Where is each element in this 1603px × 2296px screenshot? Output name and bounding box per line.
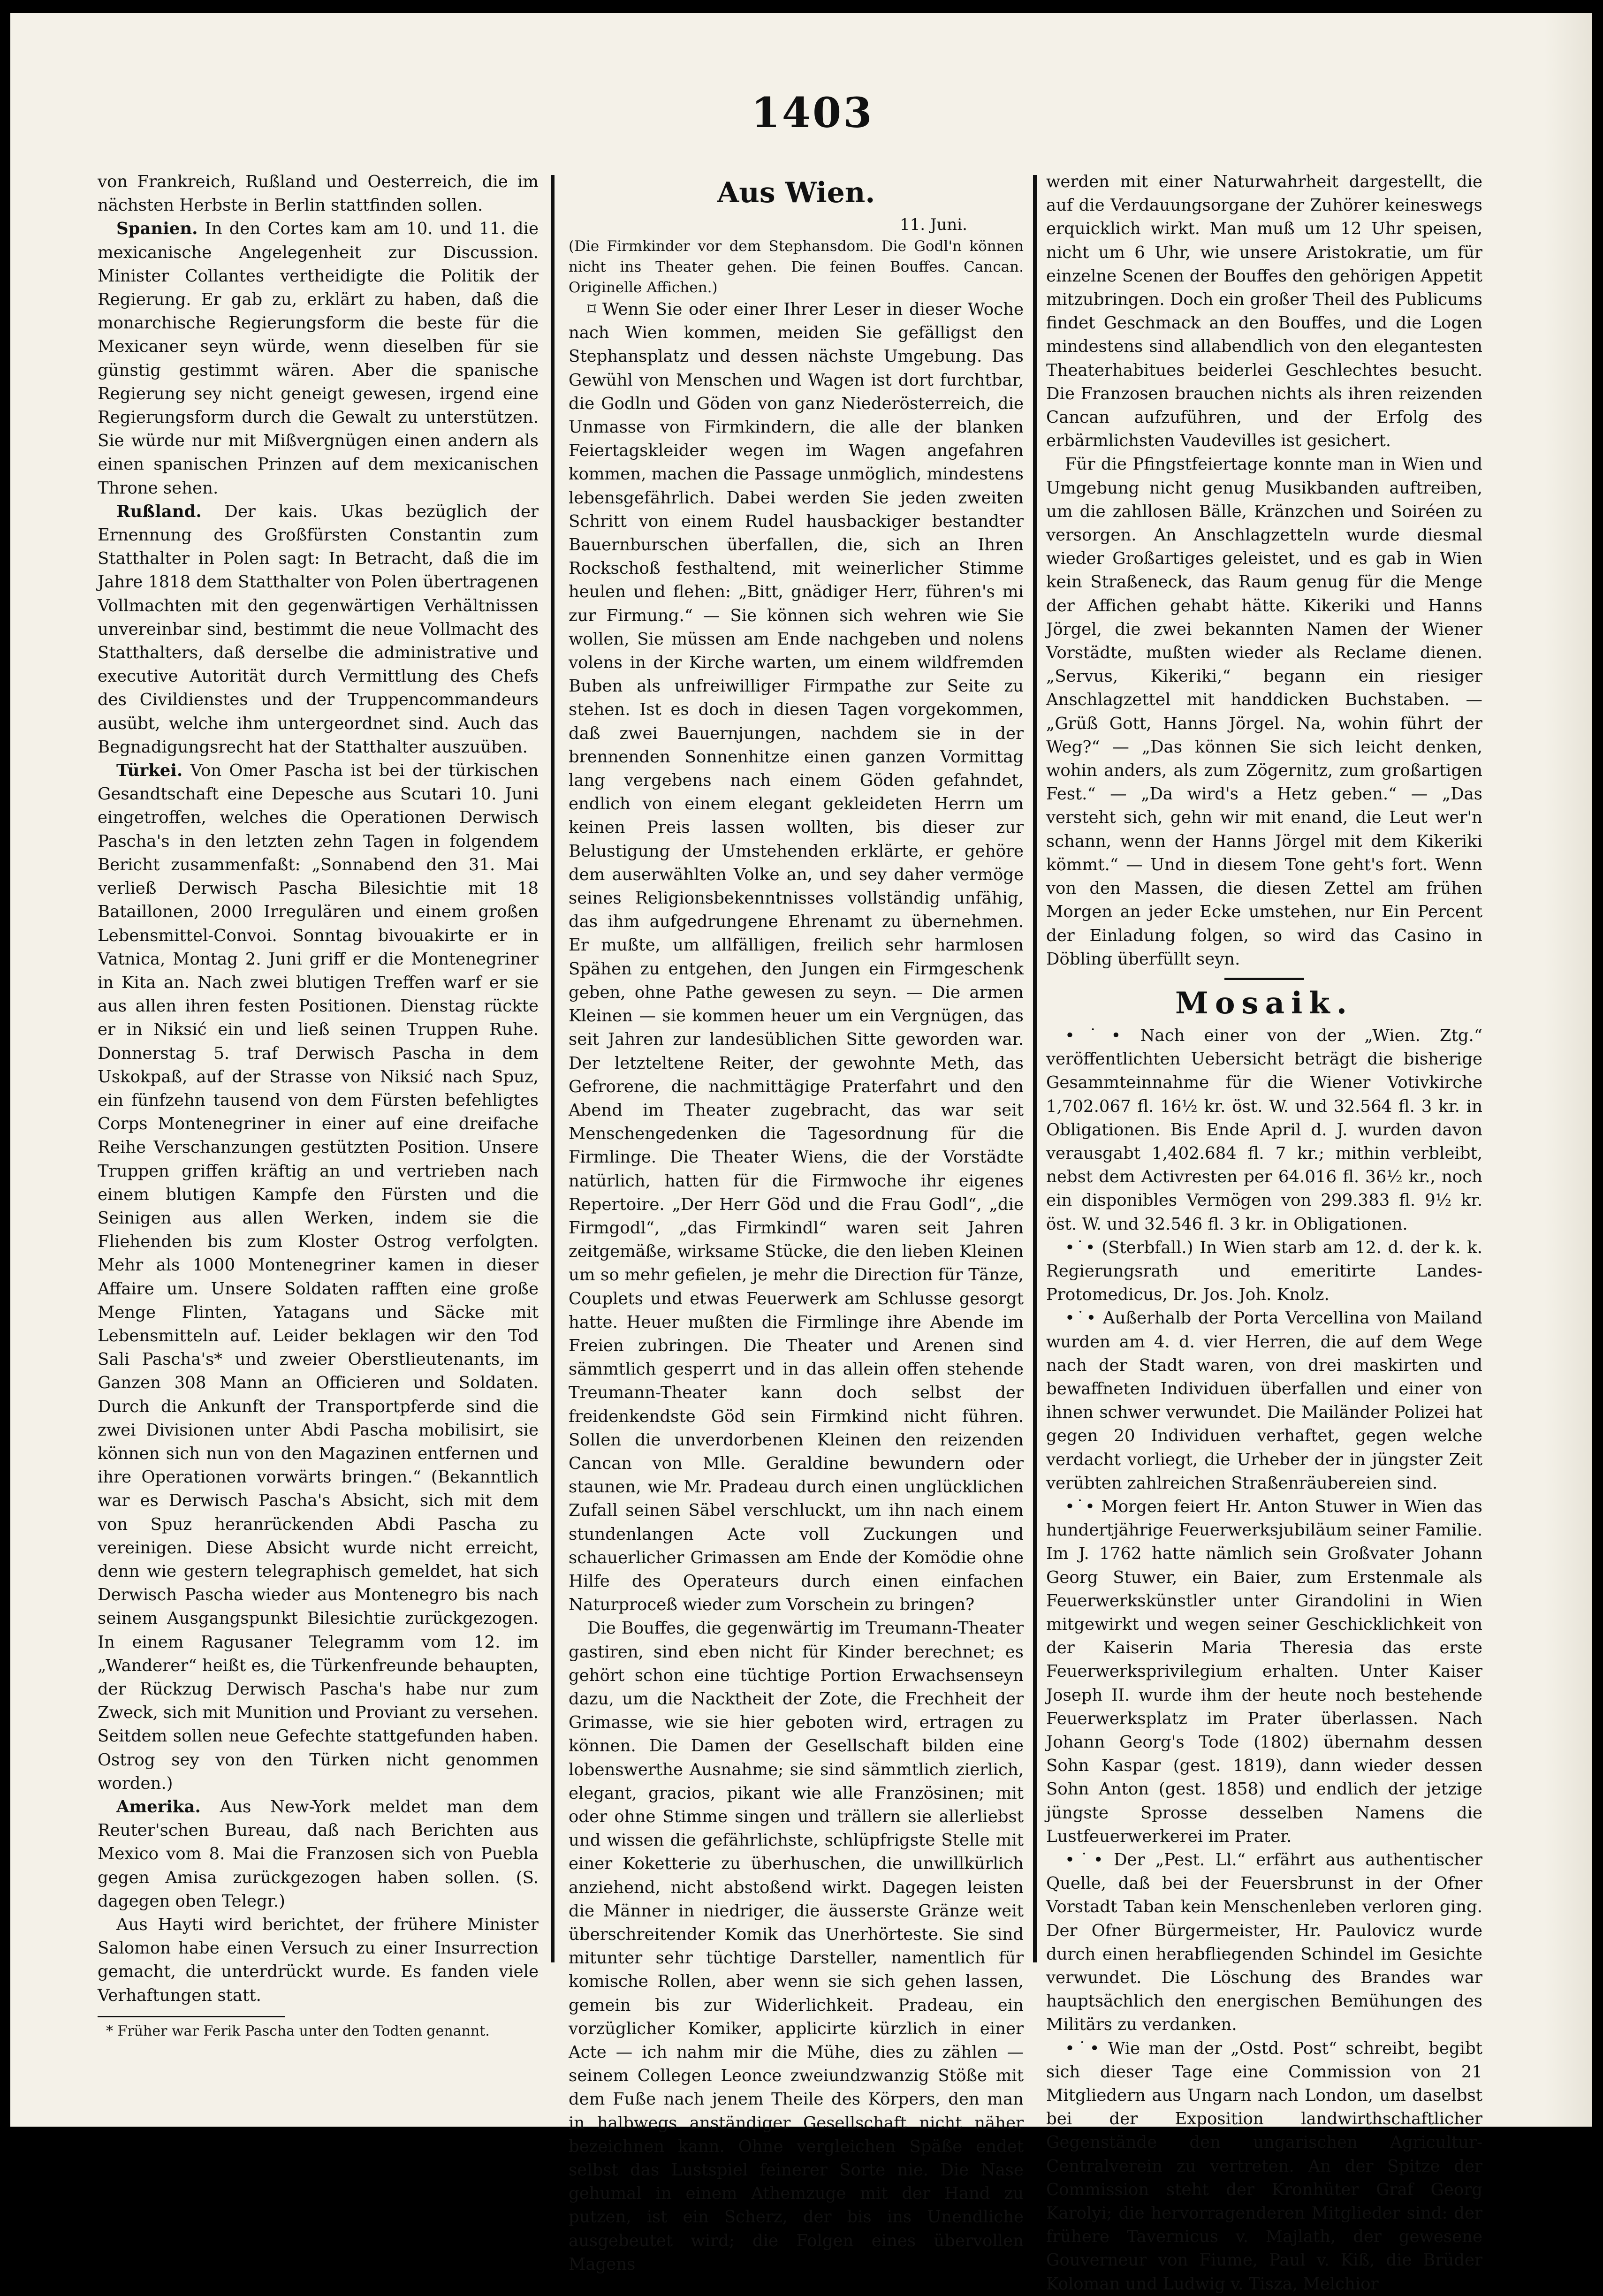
column-middle <box>569 170 1024 2276</box>
column-rule-left <box>551 175 555 1962</box>
footnote: * Früher war Ferik Pascha unter den Todten genannt. <box>106 2022 490 2039</box>
footnote-rule <box>98 2016 285 2017</box>
mosaik-item: •˙• Morgen feiert Hr. Anton Stuwer in Wien das hundertjährige Feuerwerksjubiläum seiner Familie. Im J. 1762 hatte nämlich sein Großvater Johann Georg Stuwer, ein Baier, zum Erstenmale als Feuerwerkskünstler unter Girandolini in Wien mitgewirkt und wegen seiner Geschicklichkeit von der Kaiserin Maria Theresia das erste Feuerwerksprivilegium erhalten. Unter Kaiser Joseph II. wurde ihm der heute noch bestehende Feuerwerksplatz im Prater überlassen. Nach Johann Georg's Tode (1802) übernahm dessen Sohn Kaspar (gest. 1819), dann wieder dessen Sohn Anton (gest. 1858) und endlich der jetzige jüngste Sprosse desselben Namens die Lustfeuerwerkerei im Prater. <box>1046 1497 1482 1846</box>
paragraph-continuation: werden mit einer Naturwahrheit dargestellt, die auf die Verdauungsorgane der Zuhörer keineswegs erquicklich wirkt. Man muß um 12 Uhr speisen, nicht um 6 Uhr, wie unsere Aristokratie, um für einzelne Scenen der Bouffes den gehörigen Appetit mitzubringen. Doch ein großer Theil des Publicums findet Geschmack an den Bouffes, und die Logen mindestens sind allabendlich von den elegantesten Theaterhabitues beiderlei Geschlechtes besucht. Die Franzosen brauchen nichts als ihren reizenden Cancan aufzuführen, und der Erfolg des erbärmlichsten Vaudevilles ist gesichert. <box>1046 172 1482 451</box>
paragraph-text: Von Omer Pascha ist bei der türkischen Gesandtschaft eine Depesche aus Scutari 10. Juni eingetroffen, welches die Operationen Derwisch Pascha's in den letzten zehn Tagen in folgendem Bericht zusammenfaßt: „Sonnabend den 31. Mai verließ Derwisch Pascha Bilesichtie mit 18 Bataillonen, 2000 Irregulären und einem großen Lebensmittel-Convoi. Sonntag bivouakirte er in Vatnica, Montag 2. Juni griff er die Montenegriner in Kita an. Nach zwei blutigen Treffen warf er sie aus allen ihren festen Positionen. Dienstag rückte er in Niksić ein und ließ seinen Truppen Ruhe. Donnerstag 5. traf Derwisch Pascha in dem Uskokpaß, auf der Strasse von Niksić nach Spuz, ein fünfzehn tausend von dem Fürsten befehligtes Corps Montenegriner in einer auf eine dreifache Reihe Verschanzungen gestützten Position. Unsere Truppen griffen kräftig an und vertrieben nach einem blutigen Kampfe den Fürsten und die Seinigen aus allen Werken, indem sie die Fliehenden bis zum Kloster Ostrog verfolgten. Mehr als 1000 Montenegriner kamen in dieser Affaire um. Unsere Soldaten rafften eine große Menge Flinten, Yatagans und Säcke mit Lebensmitteln auf. Leider beklagen wir den Tod Sali Pascha's* und zweier Oberstlieutenants, im Ganzen 308 Mann an Officieren und Soldaten. Durch die Ankunft der Transportpferde sind die zwei Divisionen unter Abdi Pascha mobilisirt, sie können sich nun von den Magazinen entfernen und ihre Operationen vorwärts bringen.“ (Bekanntlich war es Derwisch Pascha's Absicht, sich mit dem von Spuz heranrückenden Abdi Pascha zu vereinigen. Diese Absicht wurde nicht erreicht, denn wie gestern telegraphisch gemeldet, hat sich Derwisch Pascha wieder aus Montenegro bis nach seinem Ausgangspunkt Bilesichtie zurückgezogen. In einem Ragusaner Telegramm vom 12. im „Wanderer“ heißt es, die Türkenfreunde behaupten, der Rückzug Derwisch Pascha's habe nur zum Zweck, sich mit Munition und Proviant zu versehen. Seitdem sollen neue Gefechte stattgefunden haben. Ostrog sey von den Türken nicht genommen worden.) <box>98 761 539 1793</box>
section-rule <box>1224 978 1304 980</box>
section-lead-spanien: Spanien. <box>116 219 198 239</box>
column-rule-right <box>1033 175 1037 1962</box>
section-lead-amerika: Amerika. <box>116 1797 201 1817</box>
column-right <box>1046 170 1482 2296</box>
paragraph-spanien <box>98 217 539 500</box>
paragraph-text: Aus New-York meldet man dem Reuter'schen Bureau, daß nach Berichten aus Mexico vom 8. Mai die Franzosen sich von Puebla gegen Amisa zurückgezogen haben sollen. (S. dagegen oben Telegr.) <box>98 1797 539 1911</box>
paragraph-hayti: Aus Hayti wird berichtet, der frühere Minister Salomon habe einen Versuch zu einer Insurrection gemacht, die unterdrückt wurde. Es fanden viele Verhaftungen statt. <box>98 1915 539 2005</box>
mosaik-item: •˙• (Sterbfall.) In Wien starb am 12. d. der k. k. Regierungsrath und emeritirte Landes-Protomedicus, Dr. Jos. Joh. Knolz. <box>1046 1238 1482 1305</box>
column-left <box>98 170 539 2042</box>
paragraph-text: Der kais. Ukas bezüglich der Ernennung des Großfürsten Constantin zum Statthalter in Polen sagt: In Betracht, daß die im Jahre 1818 dem Statthalter von Polen übertragenen Vollmachten mit den gegenwärtigen Verhältnissen unvereinbar sind, bestimmt die neue Vollmacht des Statthalters, daß derselbe die administrative und executive Autorität durch Vermittlung des Chefs des Civildienstes und der Truppencommandeurs ausübt, welche ihm untergeordnet sind. Auch das Begnadigungsrecht hat der Statthalter auszuüben. <box>98 502 539 757</box>
paragraph: Die Bouffes, die gegenwärtig im Treumann-Theater gastiren, sind eben nicht für Kinder berechnet; es gehört schon eine tüchtige Portion Erwachsenseyn dazu, um die Nacktheit der Zote, die Frechheit der Grimasse, wie sie hier geboten wird, ertragen zu können. Die Damen der Gesellschaft bilden eine lobenswerthe Ausnahme; sie sind sämmtlich zierlich, elegant, gracios, pikant wie alle Französinen; mit oder ohne Stimme singen und trällern sie allerliebst und wissen die gefährlichste, schlüpfrigste Stelle mit einer Koketterie zu überhuschen, die unwillkürlich anziehend, nicht abstoßend wirkt. Dagegen leisten die Männer in niedriger, die äusserste Gränze weit überschreitender Komik das Unerhörteste. Sie sind mitunter sehr tüchtige Darsteller, namentlich für komische Rollen, aber wenn sie sich gehen lassen, gemein bis zur Widerlichkeit. Pradeau, ein vorzüglicher Komiker, applicirte kürzlich in einer Acte — ich nahm mir die Mühe, dies zu zählen — seinem Collegen Leonce zweiundzwanzig Stöße mit dem Fuße nach jenem Theile des Körpers, den man in halbwegs anständiger Gesellschaft nicht näher bezeichnen kann. Ohne vergleichen Späße endet selbst das Lustspiel feinerer Sorte nie. Die Nase gehumal in einem Athemzuge mit der Hand zu putzen, ist ein Scherz, der bis ins Unendliche ausgebeutet wird; die Folgen eines übervollen Magens <box>569 1619 1024 2274</box>
mosaik-item: •˙• Der „Pest. Ll.“ erfährt aus authentischer Quelle, daß bei der Feuersbrunst in der Ofner Vorstadt Taban kein Menschenleben verloren ging. Der Ofner Bürgermeister, Hr. Paulovicz wurde durch einen herabfliegenden Schindel im Gesichte verwundet. Die Löschung des Brandes war hauptsächlich den energischen Bemühungen des Militärs zu verdanken. <box>1046 1850 1482 2035</box>
paragraph: Für die Pfingstfeiertage konnte man in Wien und Umgebung nicht genug Musikbanden auftreiben, um die zahllosen Bälle, Kränzchen und Soiréen zu versorgen. An Anschlagzetteln wurde diesmal wieder Großartiges geleistet, und es gab in Wien kein Straßeneck, das Raum genug für die Menge der Affichen gehabt hätte. Kikeriki und Hanns Jörgel, die zwei bekannten Namen der Wiener Vorstädte, mußten wieder als Reclame dienen. „Servus, Kikeriki,“ begann ein riesiger Anschlagzettel mit handdicken Buchstaben. — „Grüß Gott, Hanns Jörgel. Na, wohin führt der Weg?“ — „Das können Sie sich leicht denken, wohin anders, als zum Zögernitz, zum großartigen Fest.“ — „Da wird's a Hetz geben.“ — „Das versteht sich, gehn wir mit enand, die Leut wer'n schann, wenn der Hanns Jörgel mit dem Kikeriki kömmt.“ — Und in diesem Tone geht's fort. Wenn von den Massen, die diesen Zettel am frühen Morgen an jeder Ecke umstehen, nur Ein Percent der Einladung folgen, so wird das Casino in Döbling überfüllt seyn. <box>1046 455 1482 969</box>
section-lead-russland: Rußland. <box>116 502 202 521</box>
article-subtitle: (Die Firmkinder vor dem Stephansdom. Die Godl'n können nicht ins Theater gehen. Die feinen Bouffes. Cancan. Originelle Affichen.) <box>569 238 1024 296</box>
heading-mosaik: Mosaik. <box>1175 985 1353 1021</box>
mosaik-item: •˙• Nach einer von der „Wien. Ztg.“ veröffentlichten Uebersicht beträgt die bisherige Gesammteinnahme für die Wiener Votivkirche 1,702.067 fl. 16½ kr. öst. W. und 32.564 fl. 3 kr. in Obligationen. Bis Ende April d. J. wurden davon verausgabt 1,402.684 fl. 7 kr.; mithin verbleibt, nebst dem Activresten per 64.016 fl. 36½ kr., noch ein disponibles Vermögen von 299.383 fl. 9½ kr. öst. W. und 32.546 fl. 3 kr. in Obligationen. <box>1046 1026 1482 1234</box>
newspaper-page <box>10 13 1592 2294</box>
paragraph: ⌑ Wenn Sie oder einer Ihrer Leser in dieser Woche nach Wien kommen, meiden Sie gefälligst den Stephansplatz und dessen nächste Umgebung. Das Gewühl von Menschen und Wagen ist dort furchtbar, die Godln und Göden von ganz Niederösterreich, die Unmasse von Firmkindern, die alle der blanken Feiertagskleider wegen im Wagen angefahren kommen, machen die Passage unmöglich, mindestens lebensgefährlich. Dabei werden Sie jeden zweiten Schritt von einem Rudel hausbackiger bestandter Bauernburschen überfallen, die, sich an Ihren Rockschoß festhaltend, mit weinerlicher Stimme heulen und flehen: „Bitt, gnädiger Herr, führen's mi zur Firmung.“ — Sie können sich wehren wie Sie wollen, Sie müssen am Ende nachgeben und nolens volens in der Kirche warten, um einem wildfremden Buben als unfreiwilliger Firmpathe zur Seite zu stehen. Ist es doch in diesen Tagen vorgekommen, daß zwei Bauernjungen, nachdem sie in der brennenden Sonnenhitze einen ganzen Vormittag lang vergebens nach einem Göden gefahndet, endlich von einem elegant gekleideten Herrn um keinen Preis lassen wollten, bis dieser zur Belustigung der Umstehenden erklärte, er gehöre dem auserwählten Volke an, und sey daher vermöge seines Religionsbekenntnisses vollständig unfähig, das ihm aufgedrungene Ehrenamt zu übernehmen. Er mußte, um allfälligen, freilich sehr harmlosen Spähen zu entgehen, den Jungen ein Firmgeschenk geben, ohne Pathe gewesen zu seyn. — Die armen Kleinen — sie kommen heuer um ein Vergnügen, das seit Jahren zur landesüblichen Sitte geworden war. Der letzteltene Reiter, der gewohnte Meth, das Gefrorene, die nachmittägige Praterfahrt und den Abend im Theater zugebracht, das war seit Menschengedenken die Tagesordnung für die Firmlinge. Die Theater Wiens, die der Vorstädte natürlich, hatten für die Firmwoche ihr eigenes Repertoire. „Der Herr Göd und die Frau Godl“, „die Firmgodl“, „das Firmkindl“ waren seit Jahren zeitgemäße, wirksame Stücke, die den lieben Kleinen um so mehr gefielen, je mehr die Direction für Tänze, Couplets und etwas Feuerwerk am Schlusse gesorgt hatte. Heuer mußten die Firmlinge ihre Abende im Freien zubringen. Die Theater und Arenen sind sämmtlich gesperrt und in das allein offen stehende Treumann-Theater kann doch selbst der freidenkendste Göd sein Firmkind nicht führen. Sollen die unverdorbenen Kleinen den reizenden Cancan von Mlle. Geraldine bewundern oder staunen, wie Mr. Pradeau durch einen unglücklichen Zufall seinen Säbel verschluckt, um ihn nach einem stundenlangen Acte voll Zuckungen und schauerlicher Grimassen am Ende der Komödie ohne Hilfe des Operateurs durch einen einfachen Naturproceß wieder zum Vorschein zu bringen? <box>569 300 1024 1615</box>
page-edge-shadow <box>1544 13 1592 2127</box>
heading-aus-wien: Aus Wien. <box>717 176 875 209</box>
section-lead-tuerkei: Türkei. <box>116 761 183 781</box>
paragraph-tuerkei <box>98 759 539 1795</box>
page-number: 1403 <box>751 88 874 137</box>
paragraph-amerika <box>98 1795 539 1913</box>
mosaik-item: •˙• Außerhalb der Porta Vercellina von Mailand wurden am 4. d. vier Herren, die auf dem Wege nach der Stadt waren, von drei maskirten und bewaffneten Individuen überfallen und einer von ihnen schwer verwundet. Die Mailänder Polizei hat gegen 20 Individuen verhaftet, gegen welche verdacht vorliegt, die Urheber der in jüngster Zeit verübten zahlreichen Straßenräubereien sind. <box>1046 1308 1482 1493</box>
mosaik-item: •˙• Wie man der „Ostd. Post“ schreibt, begibt sich dieser Tage eine Commission von 21 Mitgliedern aus Ungarn nach London, um daselbst bei der Exposition landwirthschaftlicher Gegenstände den ungarischen Agricultur-Centralverein zu vertreten. An der Spitze der Commission steht der Kronhüter Graf Georg Karolyi; die hervorragenderen Mitglieder sind: der frühere Tavernicus v. Majlath, der gewesene Gouverneur von Fiume, Paul v. Kiß, die Brüder Koloman und Ludwig v. Tisza, Melchior <box>1046 2038 1482 2294</box>
paragraph-continuation: von Frankreich, Rußland und Oesterreich, die im nächsten Herbste in Berlin stattfinden sollen. <box>98 172 539 215</box>
paragraph-text: In den Cortes kam am 10. und 11. die mexicanische Angelegenheit zur Discussion. Minister Collantes vertheidigte die Politik der Regierung. Er gab zu, erklärt zu haben, daß die monarchische Regierungsform die beste für die Mexicaner seyn würde, wenn dieselben für sie günstig gestimmt wären. Aber die spanische Regierung sey nicht geneigt gewesen, irgend eine Regierungsform durch die Gewalt zu unterstützen. Sie würde nur mit Mißvergnügen einen andern als einen spanischen Prinzen auf dem mexicanischen Throne sehen. <box>98 219 539 498</box>
dateline: 11. Juni. <box>900 215 967 234</box>
paragraph-russland <box>98 500 539 759</box>
